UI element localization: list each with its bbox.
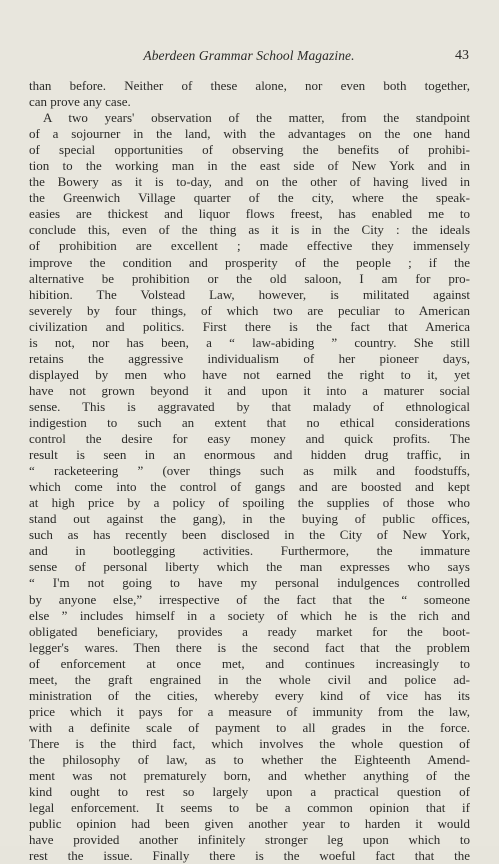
text-line: conclude this, even of the thing as it is in the City : the ideals <box>29 222 470 238</box>
text-line: ment was not prematurely born, and whether anything of the <box>29 768 470 784</box>
text-line: severely by four things, of which two are peculiar to American <box>29 302 470 318</box>
text-line: improve the condition and prosperity of the people ; if the <box>29 254 470 270</box>
paragraph-first-line: A two years' observation of the matter, from the standpoint <box>43 110 470 126</box>
text-line: by anyone else,” irrespective of the fact that the “ someone <box>29 591 470 607</box>
text-line: and in bootlegging activities. Furthermore, the immature <box>29 543 470 559</box>
text-line: obligated beneficiary, provides a ready market for the boot- <box>29 623 470 639</box>
text-line: the philosophy of law, as to whether the Eighteenth Amend- <box>29 751 470 767</box>
text-line: the Bowery as it is to-day, and on the other of having lived in <box>29 174 470 190</box>
text-line: legal enforcement. It seems to be a common opinion that if <box>29 800 470 816</box>
text-line: easies are thickest and liquor flows freest, has enabled me to <box>29 206 470 222</box>
text-line: legger's wares. Then there is the second fact that the problem <box>29 639 470 655</box>
text-line: have not grown beyond it and upon it into a maturer social <box>29 382 470 398</box>
text-line: alternative be prohibition or the old saloon, I am for pro- <box>29 270 470 286</box>
text-line: “ I'm not going to have my personal indulgences controlled <box>29 575 470 591</box>
text-line: which come into the control of gangs and are boosted and kept <box>29 479 470 495</box>
text-line: of enforcement at once met, and continues increasingly to <box>29 655 470 671</box>
text-line: “ racketeering ” (over things such as milk and foodstuffs, <box>29 463 470 479</box>
text-line: retains the aggressive individualism of her pioneer days, <box>29 350 470 366</box>
text-line: sense. This is aggravated by that malady of ethnological <box>29 398 470 414</box>
text-line: can prove any case. <box>29 94 131 110</box>
text-line: else ” includes himself in a society of which he is the rich and <box>29 607 470 623</box>
text-line: result is seen in an enormous and hidden drug traffic, in <box>29 447 470 463</box>
text-line: stand out against the gang), in the buying of public offices, <box>29 511 470 527</box>
text-line: control the desire for easy money and quick profits. The <box>29 431 470 447</box>
text-line: There is the third fact, which involves the whole question of <box>29 735 470 751</box>
text-line: with a definite scale of payment to all grades in the force. <box>29 719 470 735</box>
running-title: Aberdeen Grammar School Magazine. <box>143 48 355 63</box>
text-line: such as has recently been disclosed in the City of New York, <box>29 527 470 543</box>
text-line: of a sojourner in the land, with the advantages on the one hand <box>29 126 470 142</box>
text-line: is not, nor has been, a “ law-abiding ” country. She still <box>29 334 470 350</box>
text-line: hibition. The Volstead Law, however, is militated against <box>29 286 470 302</box>
running-head <box>29 48 469 66</box>
text-line: price which it pays for a measure of immunity from the law, <box>29 703 470 719</box>
text-line: displayed by men who have not earned the right to it, yet <box>29 366 470 382</box>
text-line: tion to the working man in the east side of New York and in <box>29 158 470 174</box>
body-text <box>29 78 470 864</box>
text-line: rest the issue. Finally there is the woeful fact that the <box>29 848 470 864</box>
text-line: public opinion had been given another year to harden it would <box>29 816 470 832</box>
text-line: indigestion to such an extent that no ethical considerations <box>29 414 470 430</box>
text-line: kind ought to rest so largely upon a practical question of <box>29 784 470 800</box>
text-line: have provided another infinitely stronger leg upon which to <box>29 832 470 848</box>
text-line: sense of personal liberty which the man expresses who says <box>29 559 470 575</box>
text-line: at high price by a policy of spoiling the supplies of those who <box>29 495 470 511</box>
text-line: than before. Neither of these alone, nor even both together, <box>29 78 470 93</box>
text-line: of prohibition are excellent ; made effective they immensely <box>29 238 470 254</box>
text-line: civilization and politics. First there is the fact that America <box>29 318 470 334</box>
text-line: ministration of the cities, whereby every kind of vice has its <box>29 687 470 703</box>
text-line: of special opportunities of observing the benefits of prohibi- <box>29 142 470 158</box>
page-number: 43 <box>455 48 469 63</box>
text-line: meet, the graft engrained in the whole civil and police ad- <box>29 671 470 687</box>
text-line: the Greenwich Village quarter of the city, where the speak- <box>29 190 470 206</box>
